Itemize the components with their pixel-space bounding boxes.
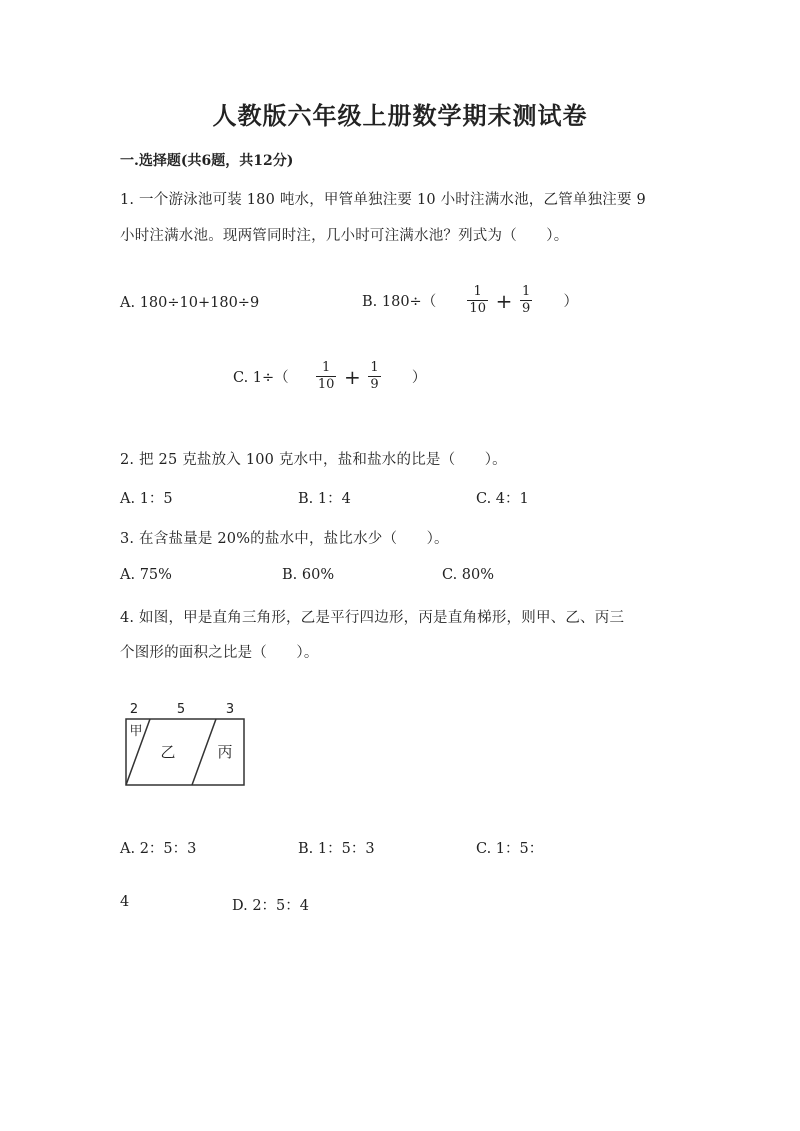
fraction-numerator: 1 bbox=[521, 284, 531, 299]
q1-b-fraction-1 bbox=[467, 284, 488, 317]
q1-option-c bbox=[233, 360, 426, 393]
q2-option-a: A. 1：5 bbox=[120, 491, 173, 507]
figure-region-label-jia: 甲 bbox=[129, 724, 143, 739]
figure-top-label-1: 2 bbox=[129, 702, 139, 717]
q2-option-c: C. 4：1 bbox=[476, 491, 529, 507]
q1-c-prefix: C. 1÷（ bbox=[233, 370, 289, 386]
q1-option-b bbox=[362, 284, 578, 317]
q3-text: 3. 在含盐量是 20%的盐水中，盐比水少（ ）。 bbox=[120, 531, 449, 547]
q1-b-prefix: B. 180÷（ bbox=[362, 294, 437, 310]
fraction-denominator: 10 bbox=[469, 301, 486, 316]
q1-option-a: A. 180÷10+180÷9 bbox=[120, 295, 260, 311]
q3-option-b: B. 60% bbox=[282, 567, 335, 583]
q2-text: 2. 把 25 克盐放入 100 克水中，盐和盐水的比是（ ）。 bbox=[120, 452, 507, 468]
q1-line1: 1. 一个游泳池可装 180 吨水，甲管单独注要 10 小时注满水池，乙管单独注要 9 bbox=[120, 192, 646, 208]
figure-top-label-3: 3 bbox=[225, 702, 235, 717]
q4-line2: 个图形的面积之比是（ ）。 bbox=[120, 645, 319, 661]
q4-option-a: A. 2：5：3 bbox=[120, 841, 197, 857]
figure-divider-right bbox=[192, 719, 216, 785]
figure-svg bbox=[120, 698, 250, 790]
geometry-figure bbox=[120, 698, 250, 794]
q4-option-c-continued: 4 bbox=[120, 894, 130, 910]
q1-c-fraction-1 bbox=[316, 360, 337, 393]
q4-line1: 4. 如图，甲是直角三角形，乙是平行四边形，丙是直角梯形，则甲、乙、丙三 bbox=[120, 610, 625, 626]
fraction-numerator: 1 bbox=[370, 360, 379, 375]
q1-line2: 小时注满水池。现两管同时注，几小时可注满水池？列式为（ ）。 bbox=[120, 228, 569, 244]
fraction-numerator: 1 bbox=[473, 284, 482, 299]
fraction-denominator: 9 bbox=[370, 377, 379, 392]
plus-sign: + bbox=[344, 364, 361, 389]
figure-region-label-yi: 乙 bbox=[160, 743, 176, 761]
q4-option-c: C. 1：5： bbox=[476, 841, 544, 857]
q2-option-b: B. 1：4 bbox=[298, 491, 351, 507]
q3-option-a: A. 75% bbox=[120, 567, 172, 583]
fraction-denominator: 10 bbox=[317, 377, 335, 392]
q4-option-b: B. 1：5：3 bbox=[298, 841, 375, 857]
figure-top-label-2: 5 bbox=[176, 702, 186, 717]
q1-b-close-paren: ） bbox=[563, 294, 578, 310]
q1-c-close-paren: ） bbox=[411, 370, 427, 386]
q4-option-d: D. 2：5：4 bbox=[232, 898, 310, 914]
q1-b-fraction-2 bbox=[520, 284, 532, 317]
figure-region-label-bing: 丙 bbox=[217, 743, 233, 761]
fraction-numerator: 1 bbox=[322, 360, 331, 375]
plus-sign: + bbox=[495, 288, 513, 313]
q1-c-fraction-2 bbox=[368, 360, 380, 393]
fraction-denominator: 9 bbox=[521, 301, 531, 316]
section-heading: 一.选择题(共6题，共12分) bbox=[120, 153, 294, 169]
q3-option-c: C. 80% bbox=[442, 567, 495, 583]
page-title: 人教版六年级上册数学期末测试卷 bbox=[212, 101, 588, 130]
